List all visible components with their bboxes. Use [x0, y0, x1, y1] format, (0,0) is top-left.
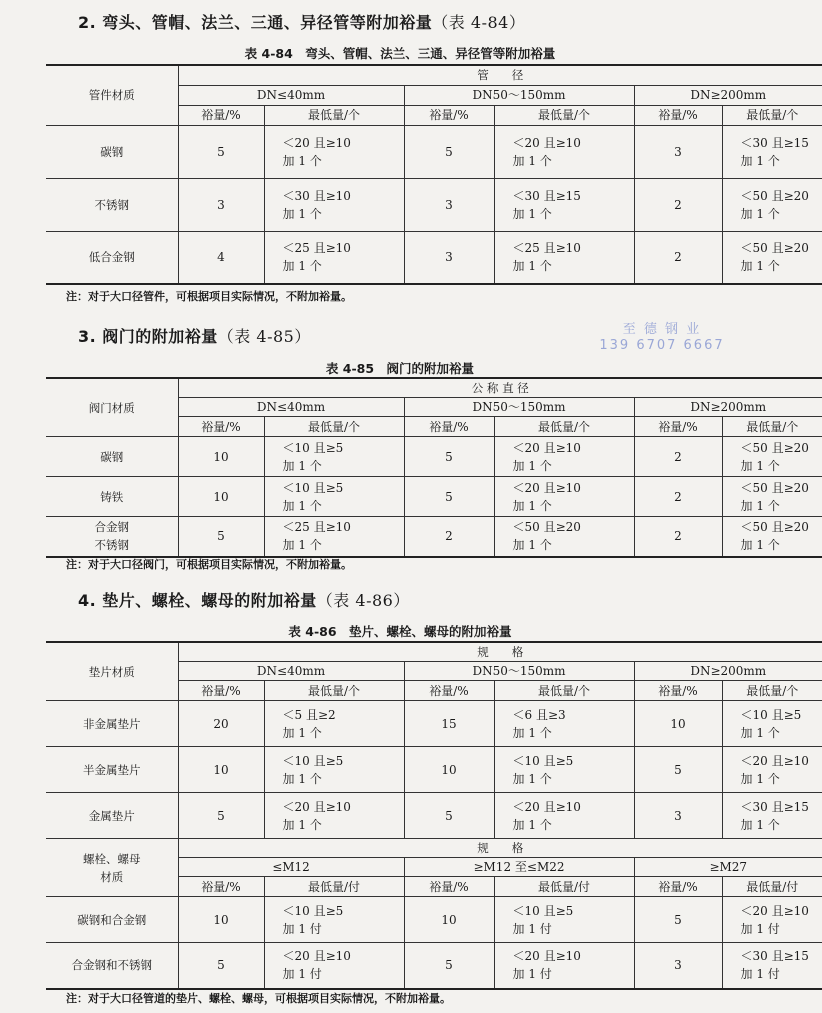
sub-header-rate: 裕量/% — [178, 105, 264, 125]
rate-cell: 5 — [634, 897, 722, 943]
section-2-title: 2. 弯头、管帽、法兰、三通、异径管等附加裕量 — [78, 13, 433, 32]
table-4-85 — [46, 377, 822, 558]
rate-cell: 3 — [634, 125, 722, 178]
section-4-title: 4. 垫片、螺栓、螺母的附加裕量 — [78, 591, 317, 610]
min-cell: ＜30 且≥10 加 1 个 — [264, 178, 404, 231]
min-cell: ＜10 且≥5 加 1 个 — [264, 437, 404, 477]
rate-cell: 10 — [404, 747, 494, 793]
material-cell: 碳钢和合金钢 — [46, 897, 178, 943]
min-cell: ＜20 且≥10 加 1 付 — [264, 943, 404, 989]
min-cell: ＜30 且≥15 加 1 付 — [722, 943, 822, 989]
header-bolt-material: 螺栓、螺母 材质 — [46, 839, 178, 897]
min-cell: ＜20 且≥10 加 1 个 — [264, 793, 404, 839]
range-header: DN≤40mm — [178, 85, 404, 105]
rate-cell: 2 — [634, 477, 722, 517]
sub-header-min: 最低量/个 — [264, 681, 404, 701]
min-cell: ＜30 且≥15 加 1 个 — [722, 793, 822, 839]
sub-header-min: 最低量/个 — [264, 417, 404, 437]
rate-cell: 10 — [404, 897, 494, 943]
table-row — [46, 125, 822, 178]
sub-header-rate: 裕量/% — [634, 417, 722, 437]
min-cell: ＜50 且≥20 加 1 个 — [722, 178, 822, 231]
rate-cell: 5 — [404, 943, 494, 989]
bolt-range-header: ≤M12 — [178, 858, 404, 877]
rate-cell: 2 — [634, 437, 722, 477]
sub-header-rate: 裕量/% — [404, 877, 494, 897]
min-cell: ＜30 且≥15 加 1 个 — [494, 178, 634, 231]
table-4-86-note: 注：对于大口径管道的垫片、螺栓、螺母，可根据项目实际情况，不附加裕量。 — [66, 992, 451, 1005]
min-cell: ＜50 且≥20 加 1 个 — [494, 517, 634, 557]
sub-header-min: 最低量/个 — [722, 417, 822, 437]
rate-cell: 10 — [178, 747, 264, 793]
min-cell: ＜50 且≥20 加 1 个 — [722, 437, 822, 477]
material-cell: 不锈钢 — [46, 178, 178, 231]
sub-header-min: 最低量/个 — [494, 417, 634, 437]
min-cell: ＜20 且≥10 加 1 个 — [494, 125, 634, 178]
table-row — [46, 437, 822, 477]
rate-cell: 3 — [634, 943, 722, 989]
header-group: 规 格 — [178, 642, 822, 662]
material-cell: 半金属垫片 — [46, 747, 178, 793]
min-cell: ＜20 且≥10 加 1 付 — [722, 897, 822, 943]
rate-cell: 10 — [178, 437, 264, 477]
table-row — [46, 897, 822, 943]
rate-cell: 10 — [634, 701, 722, 747]
min-cell: ＜20 且≥10 加 1 个 — [494, 437, 634, 477]
table-row — [46, 477, 822, 517]
rate-cell: 2 — [634, 231, 722, 284]
range-header: DN≥200mm — [634, 85, 822, 105]
table-4-84 — [46, 64, 822, 285]
rate-cell: 5 — [178, 793, 264, 839]
header-bolt-group: 规 格 — [178, 839, 822, 858]
material-cell: 碳钢 — [46, 437, 178, 477]
rate-cell: 3 — [404, 178, 494, 231]
min-cell: ＜10 且≥5 加 1 个 — [494, 747, 634, 793]
table-row — [46, 943, 822, 989]
header-material: 管件材质 — [46, 65, 178, 125]
min-cell: ＜20 且≥10 加 1 付 — [494, 943, 634, 989]
sub-header-min: 最低量/个 — [494, 681, 634, 701]
range-header: DN≥200mm — [634, 398, 822, 417]
sub-header-min: 最低量/个 — [722, 681, 822, 701]
min-cell: ＜20 且≥10 加 1 个 — [722, 747, 822, 793]
material-cell: 合金钢 不锈钢 — [46, 517, 178, 557]
watermark-company: 至 德 钢 业 — [622, 322, 702, 337]
bolt-range-header: ≥M27 — [634, 858, 822, 877]
material-cell: 低合金钢 — [46, 231, 178, 284]
min-cell: ＜50 且≥20 加 1 个 — [722, 477, 822, 517]
rate-cell: 5 — [178, 943, 264, 989]
min-cell: ＜10 且≥5 加 1 个 — [722, 701, 822, 747]
sub-header-rate: 裕量/% — [404, 681, 494, 701]
header-group: 公 称 直 径 — [178, 378, 822, 398]
min-cell: ＜5 且≥2 加 1 个 — [264, 701, 404, 747]
rate-cell: 15 — [404, 701, 494, 747]
min-cell: ＜50 且≥20 加 1 个 — [722, 231, 822, 284]
min-cell: ＜10 且≥5 加 1 个 — [264, 747, 404, 793]
rate-cell: 5 — [634, 747, 722, 793]
table-row — [46, 231, 822, 284]
sub-header-min: 最低量/个 — [494, 105, 634, 125]
range-header: DN50～150mm — [404, 85, 634, 105]
min-cell: ＜10 且≥5 加 1 付 — [264, 897, 404, 943]
sub-header-min: 最低量/付 — [264, 877, 404, 897]
table-4-86 — [46, 641, 822, 990]
table-4-84-note: 注：对于大口径管件，可根据项目实际情况，不附加裕量。 — [66, 290, 352, 303]
rate-cell: 10 — [178, 477, 264, 517]
min-cell: ＜10 且≥5 加 1 付 — [494, 897, 634, 943]
table-row — [46, 793, 822, 839]
rate-cell: 3 — [404, 231, 494, 284]
material-cell: 铸铁 — [46, 477, 178, 517]
min-cell: ＜50 且≥20 加 1 个 — [722, 517, 822, 557]
sub-header-rate: 裕量/% — [634, 877, 722, 897]
rate-cell: 3 — [634, 793, 722, 839]
header-group: 管 径 — [178, 65, 822, 85]
min-cell: ＜20 且≥10 加 1 个 — [494, 793, 634, 839]
range-header: DN≤40mm — [178, 398, 404, 417]
range-header: DN50～150mm — [404, 398, 634, 417]
min-cell: ＜25 且≥10 加 1 个 — [494, 231, 634, 284]
min-cell: ＜25 且≥10 加 1 个 — [264, 231, 404, 284]
material-cell: 非金属垫片 — [46, 701, 178, 747]
min-cell: ＜10 且≥5 加 1 个 — [264, 477, 404, 517]
range-header: DN≤40mm — [178, 662, 404, 681]
rate-cell: 2 — [634, 178, 722, 231]
section-4-heading — [78, 588, 410, 611]
rate-cell: 5 — [404, 477, 494, 517]
table-4-85-note: 注：对于大口径阀门，可根据项目实际情况，不附加裕量。 — [66, 558, 352, 571]
rate-cell: 5 — [178, 125, 264, 178]
section-2-heading — [78, 10, 525, 33]
header-material: 阀门材质 — [46, 378, 178, 437]
section-3-title: 3. 阀门的附加裕量 — [78, 327, 218, 346]
rate-cell: 5 — [404, 793, 494, 839]
section-4-ref: （表 4-86） — [316, 591, 410, 610]
table-row — [46, 747, 822, 793]
sub-header-rate: 裕量/% — [178, 681, 264, 701]
table-4-86-caption: 表 4-86 垫片、螺栓、螺母的附加裕量 — [288, 624, 512, 639]
rate-cell: 10 — [178, 897, 264, 943]
min-cell: ＜6 且≥3 加 1 个 — [494, 701, 634, 747]
table-4-85-caption: 表 4-85 阀门的附加裕量 — [325, 361, 475, 376]
sub-header-min: 最低量/个 — [722, 105, 822, 125]
rate-cell: 4 — [178, 231, 264, 284]
table-row — [46, 178, 822, 231]
watermark-phone: 139 6707 6667 — [599, 338, 725, 353]
header-material: 垫片材质 — [46, 642, 178, 701]
section-3-ref: （表 4-85） — [217, 327, 311, 346]
min-cell: ＜20 且≥10 加 1 个 — [494, 477, 634, 517]
section-3-heading — [78, 324, 311, 347]
sub-header-min: 最低量/个 — [264, 105, 404, 125]
sub-header-rate: 裕量/% — [178, 417, 264, 437]
section-2-ref: （表 4-84） — [432, 13, 526, 32]
sub-header-rate: 裕量/% — [404, 105, 494, 125]
min-cell: ＜25 且≥10 加 1 个 — [264, 517, 404, 557]
min-cell: ＜20 且≥10 加 1 个 — [264, 125, 404, 178]
table-row — [46, 701, 822, 747]
range-header: DN50～150mm — [404, 662, 634, 681]
rate-cell: 2 — [634, 517, 722, 557]
rate-cell: 5 — [178, 517, 264, 557]
rate-cell: 5 — [404, 437, 494, 477]
bolt-range-header: ≥M12 至≤M22 — [404, 858, 634, 877]
material-cell: 碳钢 — [46, 125, 178, 178]
rate-cell: 2 — [404, 517, 494, 557]
range-header: DN≥200mm — [634, 662, 822, 681]
sub-header-rate: 裕量/% — [404, 417, 494, 437]
material-cell: 金属垫片 — [46, 793, 178, 839]
rate-cell: 3 — [178, 178, 264, 231]
sub-header-rate: 裕量/% — [634, 681, 722, 701]
rate-cell: 5 — [404, 125, 494, 178]
material-cell: 合金钢和不锈钢 — [46, 943, 178, 989]
table-row — [46, 517, 822, 557]
rate-cell: 20 — [178, 701, 264, 747]
min-cell: ＜30 且≥15 加 1 个 — [722, 125, 822, 178]
sub-header-rate: 裕量/% — [178, 877, 264, 897]
table-4-84-caption: 表 4-84 弯头、管帽、法兰、三通、异径管等附加裕量 — [244, 46, 556, 61]
sub-header-min: 最低量/付 — [722, 877, 822, 897]
sub-header-min: 最低量/付 — [494, 877, 634, 897]
sub-header-rate: 裕量/% — [634, 105, 722, 125]
